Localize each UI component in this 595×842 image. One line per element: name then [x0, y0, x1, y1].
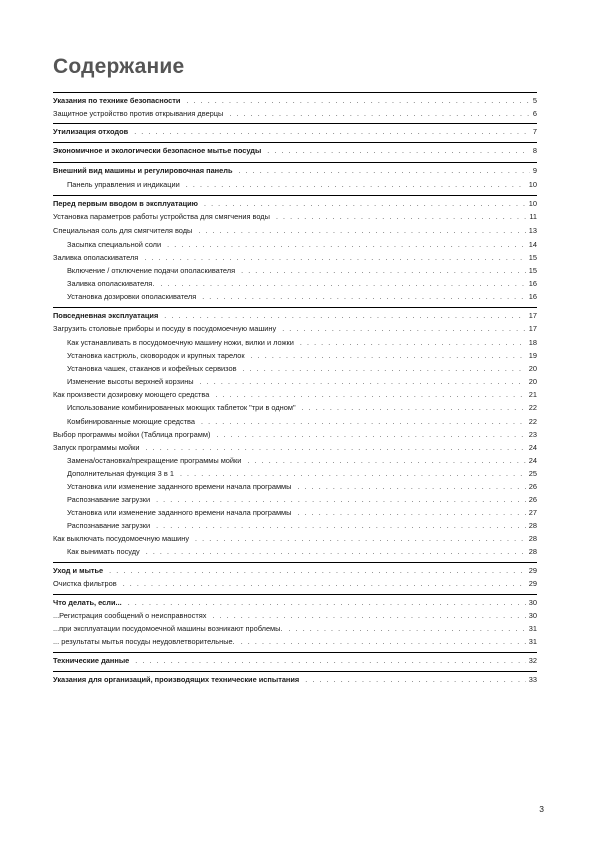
toc-subentry[interactable] [53, 520, 537, 531]
dot-leader [241, 637, 526, 648]
dot-leader [212, 611, 525, 622]
toc-entry-page: 23 [528, 430, 537, 439]
toc-entry[interactable] [53, 610, 537, 621]
section-rule [53, 652, 537, 653]
dot-leader [204, 199, 526, 210]
toc-entry-title: Специальная соль для смягчителя воды [53, 226, 193, 235]
toc-entry-page: 11 [529, 212, 537, 221]
toc-entry-title: Установка чашек, стаканов и кофейных сервизов [67, 364, 237, 373]
toc-entry-page: 18 [528, 338, 537, 347]
toc-subentry[interactable] [53, 239, 537, 250]
toc-section-entry[interactable] [53, 165, 537, 176]
toc-entry-page: 17 [528, 324, 537, 333]
toc-entry[interactable] [53, 252, 537, 263]
toc-entry-page: 13 [528, 226, 537, 235]
toc-entry-title: Как вынимать посуду [67, 547, 140, 556]
toc-entry-page: 20 [528, 364, 537, 373]
toc-entry-page: 14 [528, 240, 537, 249]
toc-section-entry[interactable] [53, 565, 537, 576]
dot-leader [186, 96, 529, 107]
toc-entry-title: Повседневная эксплуатация [53, 311, 159, 320]
toc-entry-title: Комбинированные моющие средства [67, 417, 196, 426]
toc-entry[interactable] [53, 442, 537, 453]
dot-leader [202, 292, 526, 303]
toc-entry-page: 32 [528, 656, 537, 665]
toc-entry-title: Указания по технике безопасности [53, 96, 181, 105]
dot-leader [109, 566, 526, 577]
toc-subentry[interactable] [53, 494, 537, 505]
section-rule [53, 92, 537, 93]
toc-section-entry[interactable] [53, 126, 537, 137]
dot-leader [297, 508, 525, 519]
toc-entry-page: 17 [528, 311, 537, 320]
dot-leader [243, 364, 526, 375]
toc-section-entry[interactable] [53, 655, 537, 666]
toc-entry-page: 21 [528, 390, 537, 399]
dot-leader [282, 324, 526, 335]
section-rule [53, 162, 537, 163]
dot-leader [302, 403, 526, 414]
section-rule [53, 594, 537, 595]
dot-leader [195, 534, 526, 545]
toc-subentry[interactable] [53, 481, 537, 492]
toc-entry-page: 20 [528, 377, 537, 386]
toc-subentry[interactable] [53, 507, 537, 518]
toc-entry-page: 28 [528, 547, 537, 556]
toc-entry-title: Что делать, если... [53, 598, 122, 607]
toc-entry-title: Экономичное и экологически безопасное мытье посуды [53, 146, 262, 155]
toc-section-entry[interactable] [53, 597, 537, 608]
toc-entry-title: Установка или изменение заданного времени начала программы [67, 508, 292, 517]
toc-entry-title: Защитное устройство против открывания дверцы [53, 109, 224, 118]
dot-leader [267, 146, 530, 157]
toc-entry-title: Дополнительная функция 3 в 1 [67, 469, 174, 478]
dot-leader [156, 521, 526, 532]
toc-entry[interactable] [53, 429, 537, 440]
toc-entry-title: Как произвести дозировку моющего средства [53, 390, 210, 399]
toc-entry-title: Установка параметров работы устройства для смягчения воды [53, 212, 270, 221]
toc-subentry[interactable] [53, 416, 537, 427]
toc-subentry[interactable] [53, 363, 537, 374]
toc-entry-title: Загрузить столовые приборы и посуду в посудомоечную машину [53, 324, 277, 333]
toc-entry-page: 31 [528, 624, 537, 633]
toc-entry-title: Панель управления и индикации [67, 180, 180, 189]
section-rule [53, 142, 537, 143]
toc-entry-title: Установка или изменение заданного времени начала программы [67, 482, 292, 491]
dot-leader [146, 443, 526, 454]
toc-entry-page: 16 [528, 292, 537, 301]
toc-entry[interactable] [53, 533, 537, 544]
toc-entry[interactable] [53, 323, 537, 334]
dot-leader [300, 338, 526, 349]
dot-leader [160, 279, 525, 290]
dot-leader [276, 212, 526, 223]
toc-entry-title: Как выключать посудомоечную машину [53, 534, 190, 543]
section-rule [53, 123, 537, 124]
toc-entry-title: Использование комбинированных моющих таблеток "три в одном" [67, 403, 296, 412]
toc-entry-page: 24 [528, 456, 537, 465]
toc-entry[interactable] [53, 578, 537, 589]
toc-entry-page: 7 [532, 127, 537, 136]
dot-leader [215, 390, 525, 401]
toc-entry-title: Распознавание загрузки [67, 521, 151, 530]
toc-entry-title: Выбор программы мойки (Таблица программ) [53, 430, 211, 439]
dot-leader [146, 547, 526, 558]
dot-leader [216, 430, 525, 441]
section-rule [53, 307, 537, 308]
dot-leader [167, 240, 526, 251]
dot-leader [198, 226, 525, 237]
toc-entry-page: 22 [528, 403, 537, 412]
toc-entry-page: 15 [528, 253, 537, 262]
page-title: Содержание [53, 55, 185, 78]
toc-subentry[interactable] [53, 455, 537, 466]
toc-section-entry[interactable] [53, 95, 537, 106]
toc-subentry[interactable] [53, 468, 537, 479]
toc-entry-page: 30 [528, 611, 537, 620]
toc-entry-page: 26 [528, 495, 537, 504]
section-rule [53, 195, 537, 196]
toc-section-entry[interactable] [53, 145, 537, 156]
dot-leader [297, 482, 525, 493]
toc-subentry[interactable] [53, 291, 537, 302]
toc-entry-title: Заливка ополаскивателя [53, 253, 139, 262]
toc-entry[interactable] [53, 636, 537, 647]
toc-entry-title: Заливка ополаскивателя. [67, 279, 155, 288]
toc-entry-title: Замена/остановка/прекращение программы мойки [67, 456, 242, 465]
toc-entry-page: 29 [528, 579, 537, 588]
dot-leader [200, 377, 526, 388]
dot-leader [123, 579, 526, 590]
toc-entry-title: Внешний вид машины и регулировочная панель [53, 166, 233, 175]
toc-entry-page: 26 [528, 482, 537, 491]
dot-leader [144, 253, 525, 264]
toc-entry-title: Утилизация отходов [53, 127, 129, 136]
dot-leader [247, 456, 525, 467]
toc-entry-title: Как устанавливать в посудомоечную машину ножи, вилки и ложки [67, 338, 294, 347]
toc-entry-page: 28 [528, 534, 537, 543]
dot-leader [305, 675, 526, 686]
page-number: 3 [539, 804, 544, 814]
toc-subentry[interactable] [53, 546, 537, 557]
dot-leader [229, 109, 530, 120]
section-rule [53, 562, 537, 563]
dot-leader [128, 598, 526, 609]
dot-leader [135, 656, 526, 667]
dot-leader [201, 417, 526, 428]
toc-entry-title: Установка дозировки ополаскивателя [67, 292, 197, 301]
toc-subentry[interactable] [53, 278, 537, 289]
toc-subentry[interactable] [53, 337, 537, 348]
toc-entry-page: 9 [532, 166, 537, 175]
toc-entry-title: Засыпка специальной соли [67, 240, 162, 249]
toc-subentry[interactable] [53, 265, 537, 276]
toc-entry-title: Технические данные [53, 656, 130, 665]
toc-entry[interactable] [53, 108, 537, 119]
toc-section-entry[interactable] [53, 310, 537, 321]
toc-subentry[interactable] [53, 350, 537, 361]
toc-entry[interactable] [53, 623, 537, 634]
dot-leader [180, 469, 526, 480]
toc-entry-page: 15 [528, 266, 537, 275]
dot-leader [164, 311, 526, 322]
toc-entry-title: ...Регистрация сообщений о неисправностях [53, 611, 207, 620]
toc-section-entry[interactable] [53, 674, 537, 685]
toc-entry-page: 10 [528, 199, 537, 208]
toc-entry-title: Перед первым вводом в эксплуатацию [53, 199, 198, 208]
toc-entry-title: ... результаты мытья посуды неудовлетворительные. [53, 637, 235, 646]
toc-entry-page: 28 [528, 521, 537, 530]
toc-entry-title: ...при эксплуатации посудомоечной машины возникают проблемы. [53, 624, 283, 633]
toc-entry-page: 16 [528, 279, 537, 288]
toc-entry-title: Распознавание загрузки [67, 495, 151, 504]
toc-entry[interactable] [53, 225, 537, 236]
toc-subentry[interactable] [53, 402, 537, 413]
toc-entry-page: 22 [528, 417, 537, 426]
section-rule [53, 671, 537, 672]
toc-entry-page: 5 [532, 96, 537, 105]
toc-entry-title: Уход и мытье [53, 566, 104, 575]
dot-leader [251, 351, 526, 362]
toc-entry-page: 29 [528, 566, 537, 575]
dot-leader [156, 495, 526, 506]
toc-entry-title: Запуск программы мойки [53, 443, 140, 452]
toc-entry-title: Изменение высоты верхней корзины [67, 377, 194, 386]
toc-entry[interactable] [53, 211, 537, 222]
toc-entry-page: 8 [532, 146, 537, 155]
toc-entry-title: Установка кастрюль, сковородок и крупных тарелок [67, 351, 245, 360]
toc-entry-page: 19 [528, 351, 537, 360]
toc-entry-page: 30 [528, 598, 537, 607]
toc-entry-page: 25 [528, 469, 537, 478]
dot-leader [186, 180, 526, 191]
toc-entry-page: 27 [528, 508, 537, 517]
toc-entry[interactable] [53, 389, 537, 400]
dot-leader [239, 166, 530, 177]
toc-section-entry[interactable] [53, 198, 537, 209]
toc-entry-page: 31 [528, 637, 537, 646]
toc-entry-page: 6 [532, 109, 537, 118]
dot-leader [241, 266, 526, 277]
toc-entry-title: Указания для организаций, производящих технические испытания [53, 675, 300, 684]
dot-leader [134, 127, 530, 138]
toc-entry-page: 24 [528, 443, 537, 452]
toc-entry-title: Включение / отключение подачи ополаскивателя [67, 266, 236, 275]
toc-subentry[interactable] [53, 179, 537, 190]
toc-entry-page: 10 [528, 180, 537, 189]
toc-entry-title: Очистка фильтров [53, 579, 117, 588]
dot-leader [289, 624, 526, 635]
toc-subentry[interactable] [53, 376, 537, 387]
toc-entry-page: 33 [528, 675, 537, 684]
